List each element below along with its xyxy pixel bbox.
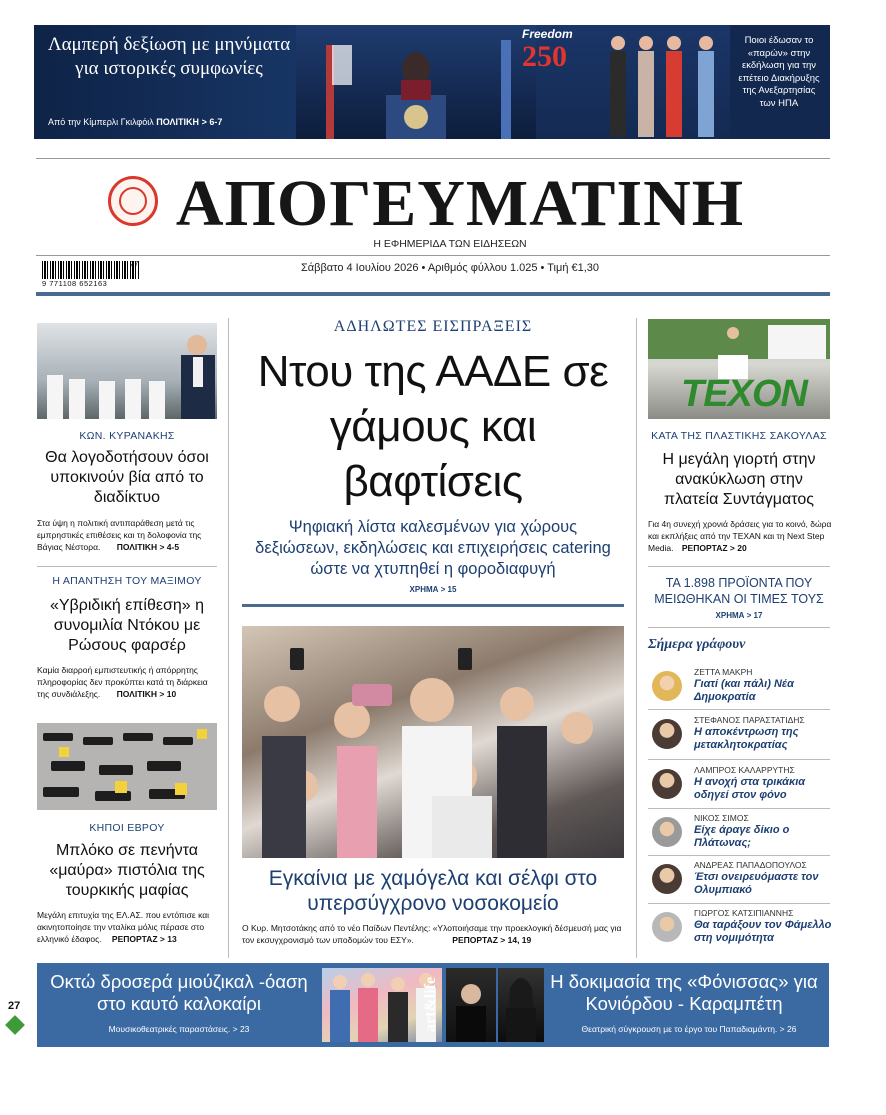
opinion-item[interactable]: [648, 667, 830, 711]
center-story2-ref[interactable]: ΡΕΠΟΡΤΑΖ > 14, 19: [452, 935, 532, 945]
right-story1-body-text: Για 4η συνεχή χρονιά δράσεις για το κοινό, δώρα και εκπλήξεις από την ΤΕΧΑΝ και τη Next Step Media.: [648, 519, 832, 553]
divider: [648, 566, 830, 567]
left-story1-body: [37, 517, 221, 553]
divider: [648, 808, 830, 809]
freedom-logo-text: Freedom: [522, 27, 573, 41]
left-story2-body-text: Καμία διαρροή εμπιστευτικής ή απόρρητης πληροφορίας δεν προκύπτει κατά τη διάρκεια της συνδιάλεξης.: [37, 665, 208, 699]
column-divider: [228, 318, 229, 958]
opinion-title[interactable]: Η ανοχή στα τρικάκια οδηγεί στον φόνο: [694, 776, 806, 801]
center-story2-body-text: Ο Κυρ. Μητσοτάκης από το νέο Παίδων Πεντέλης: «Υλοποιήσαμε την προεκλογική δέσμευσή μας για τον εκσυγχρονισμό των υποδομών του ΕΣΥ».: [242, 923, 622, 945]
selfie-crowd-scene: [242, 626, 624, 858]
barcode-number: [42, 261, 142, 288]
divider: [648, 855, 830, 856]
promo-left-sub: Μουσικοθεατρικές παραστάσεις. > 23: [108, 1024, 250, 1034]
left-story1-ref[interactable]: ΠΟΛΙΤΙΚΗ > 4-5: [116, 542, 180, 552]
lead-headline[interactable]: Ντου της ΑΑΔΕ σε γάμους και βαφτίσεις: [257, 347, 609, 506]
right-story1-headline[interactable]: Η μεγάλη γιορτή στην ανακύκλωση στην πλατεία Συντάγματος: [662, 451, 816, 508]
divider: [648, 903, 830, 904]
left-photo-pistols[interactable]: [37, 723, 217, 810]
opinion-item[interactable]: [648, 860, 830, 904]
dateline: Σάββατο 4 Ιουλίου 2026 • Αριθμός φύλλου 1.025 • Τιμή €1,30: [300, 262, 600, 274]
opinion-author: ΛΑΜΠΡΟΣ ΚΑΛΑΡΡΥΤΗΣ: [694, 765, 795, 775]
left-photo-politician[interactable]: [37, 323, 217, 419]
page-marker-diamond-icon: [5, 1015, 25, 1035]
left-story2-body: [37, 664, 221, 700]
opinion-item[interactable]: [648, 765, 830, 809]
avatar: [652, 864, 682, 894]
barcode-digits: 9 771108 652163: [42, 279, 108, 288]
actress2-scene: [498, 968, 544, 1042]
right-story2-headline[interactable]: ΤΑ 1.898 ΠΡΟΪΟΝΤΑ ΠΟΥ ΜΕΙΩΘΗΚΑΝ ΟΙ ΤΙΜΕΣ ΤΟΥΣ: [654, 576, 824, 606]
avatar: [652, 671, 682, 701]
lead-ref[interactable]: ΧΡΗΜΑ > 15: [409, 585, 457, 594]
speaker-scene: [296, 25, 536, 139]
top-banner-photo-speaker: [296, 25, 536, 139]
lead-kicker: ΑΔΗΛΩΤΕΣ ΕΙΣΠΡΑΞΕΙΣ: [333, 318, 533, 335]
top-banner-right-caption: Ποιοι έδωσαν το «παρών» στην εκδήλωση για την επέτειο Διακήρυξης της Ανεξαρτησίας των ΗΠΑ: [738, 35, 820, 109]
right-story1-body: [648, 518, 832, 554]
center-story2-headline[interactable]: Εγκαίνια με χαμόγελα και σέλφι στο υπερσύγχρονο νοσοκομείο: [268, 867, 598, 915]
opinion-author: ΣΤΕΦΑΝΟΣ ΠΑΡΑΣΤΑΤΙΔΗΣ: [694, 715, 805, 725]
masthead-title[interactable]: ΑΠΟΓΕΥΜΑΤΙΝΗ: [175, 167, 745, 240]
avatar: [652, 912, 682, 942]
center-photo-selfie[interactable]: [242, 626, 624, 858]
lead-deck: Ψηφιακή λίστα καλεσμένων για χώρους δεξιώσεων, εκδηλώσεις και επιχειρήσεις catering ώστε να χτυπηθεί η φοροδιαφυγή: [255, 518, 611, 578]
opinion-title[interactable]: Θα ταράξουν τον Φάμελλο στη νομιμότητα: [694, 919, 832, 944]
top-banner[interactable]: [34, 25, 830, 139]
left-story3-kicker: ΚΗΠΟΙ ΕΒΡΟΥ: [89, 822, 165, 834]
top-banner-pages: > 6-7: [201, 117, 223, 127]
left-story1-kicker: ΚΩΝ. ΚΥΡΑΝΑΚΗΣ: [79, 430, 175, 442]
opinion-title[interactable]: Η αποκέντρωση της μετακλητοκρατίας: [694, 726, 799, 751]
avatar: [652, 719, 682, 749]
center-story2-body: [242, 922, 630, 946]
lead-rule: [242, 604, 624, 607]
barcode-issue: 27: [130, 261, 139, 268]
page-number: 27: [8, 1000, 21, 1012]
promo-photo-actress2[interactable]: [498, 968, 544, 1042]
divider: [37, 566, 217, 567]
freedom-logo-number: 250: [522, 40, 567, 73]
left-story1-body-text: Στα ύψη η πολιτική αντιπαράθεση μετά τις εμπρηστικές επιθέσεις και τη δολοφονία της Βάγιας Νέστορα.: [37, 518, 202, 552]
right-story2-ref[interactable]: ΧΡΗΜΑ > 17: [715, 611, 763, 620]
promo-right-headline[interactable]: Η δοκιμασία της «Φόνισσας» για Κονιόρδου - Καραμπέτη: [550, 971, 818, 1014]
divider: [648, 627, 830, 628]
actress1-scene: [446, 968, 496, 1042]
avatar: [652, 817, 682, 847]
opinion-author: ΑΝΔΡΕΑΣ ΠΑΠΑΔΟΠΟΥΛΟΣ: [694, 860, 807, 870]
logo-seal-icon: [108, 176, 158, 226]
left-story3-headline[interactable]: Μπλόκο σε πενήντα «μαύρα» πιστόλια της τουρκικής μαφίας: [49, 842, 205, 899]
opinion-title[interactable]: Γιατί (και πάλι) Νέα Δημοκρατία: [694, 678, 794, 703]
pistols-scene: [37, 723, 217, 810]
divider: [36, 158, 830, 159]
opinion-author: ΖΕΤΤΑ ΜΑΚΡΗ: [694, 667, 753, 677]
opinion-item[interactable]: [648, 715, 830, 759]
opinion-title[interactable]: Έτσι ονειρευόμαστε τον Ολυμπιακό: [694, 871, 819, 896]
right-photo-texan-event[interactable]: [648, 319, 830, 419]
left-story2-headline[interactable]: «Υβριδική επίθεση» η συνομιλία Ντόκου με Ρώσους φαρσέρ: [49, 597, 204, 654]
divider: [648, 709, 830, 710]
right-story1-ref[interactable]: ΡΕΠΟΡΤΑΖ > 20: [681, 543, 747, 553]
top-banner-byline: [48, 117, 222, 127]
politician-scene: [37, 323, 217, 419]
masthead-tagline: Η ΕΦΗΜΕΡΙΔΑ ΤΩΝ ΕΙΔΗΣΕΩΝ: [373, 238, 527, 250]
left-story2-kicker: Η ΑΠΑΝΤΗΣΗ ΤΟΥ ΜΑΞΙΜΟΥ: [52, 575, 202, 587]
opinion-section-title: Σήμερα γράφουν: [648, 637, 746, 652]
masthead-rule: [36, 292, 830, 296]
promo-right-sub: Θεατρική σύγκρουση με το έργο του Παπαδιαμάντη. > 26: [581, 1024, 797, 1034]
opinion-item[interactable]: [648, 813, 830, 857]
divider: [648, 759, 830, 760]
opinion-title[interactable]: Είχε άραγε δίκιο ο Πλάτωνας;: [694, 824, 790, 849]
promo-photo-actress1[interactable]: [446, 968, 496, 1042]
left-story2-ref[interactable]: ΠΟΛΙΤΙΚΗ > 10: [116, 689, 177, 699]
top-banner-byline-text: Από την Κίμπερλι Γκιλφόιλ: [48, 117, 154, 127]
right-story1-kicker: ΚΑΤΑ ΤΗΣ ΠΛΑΣΤΙΚΗΣ ΣΑΚΟΥΛΑΣ: [651, 430, 827, 442]
opinion-item[interactable]: [648, 908, 830, 952]
promo-left-headline[interactable]: Οκτώ δροσερά μιούζικαλ -όαση στο καυτό καλοκαίρι: [50, 971, 308, 1014]
top-banner-headline: Λαμπερή δεξίωση με μηνύματα για ιστορικές συμφωνίες: [47, 34, 291, 79]
left-story3-body-text: Μεγάλη επιτυχία της ΕΛ.ΑΣ. που εντόπισε και ακινητοποίησε την νταλίκα μόλις πέρασε στο ελληνικό έδαφος.: [37, 910, 210, 944]
divider: [36, 255, 830, 256]
avatar: [652, 769, 682, 799]
top-banner-section: ΠΟΛΙΤΙΚΗ: [156, 117, 200, 127]
left-story3-body: [37, 909, 221, 945]
artlife-brand: art&life: [422, 976, 439, 1032]
left-story3-ref[interactable]: ΡΕΠΟΡΤΑΖ > 13: [111, 934, 177, 944]
texan-logo: ΤΕΧΟΝ: [681, 373, 807, 415]
opinion-author: ΝΙΚΟΣ ΣΙΜΟΣ: [694, 813, 749, 823]
left-story1-headline[interactable]: Θα λογοδοτήσουν όσοι υποκινούν βία από το διαδίκτυο: [45, 449, 209, 506]
column-divider: [636, 318, 637, 958]
opinion-author: ΓΙΩΡΓΟΣ ΚΑΤΣΙΠΙΑΝΝΗΣ: [694, 908, 794, 918]
